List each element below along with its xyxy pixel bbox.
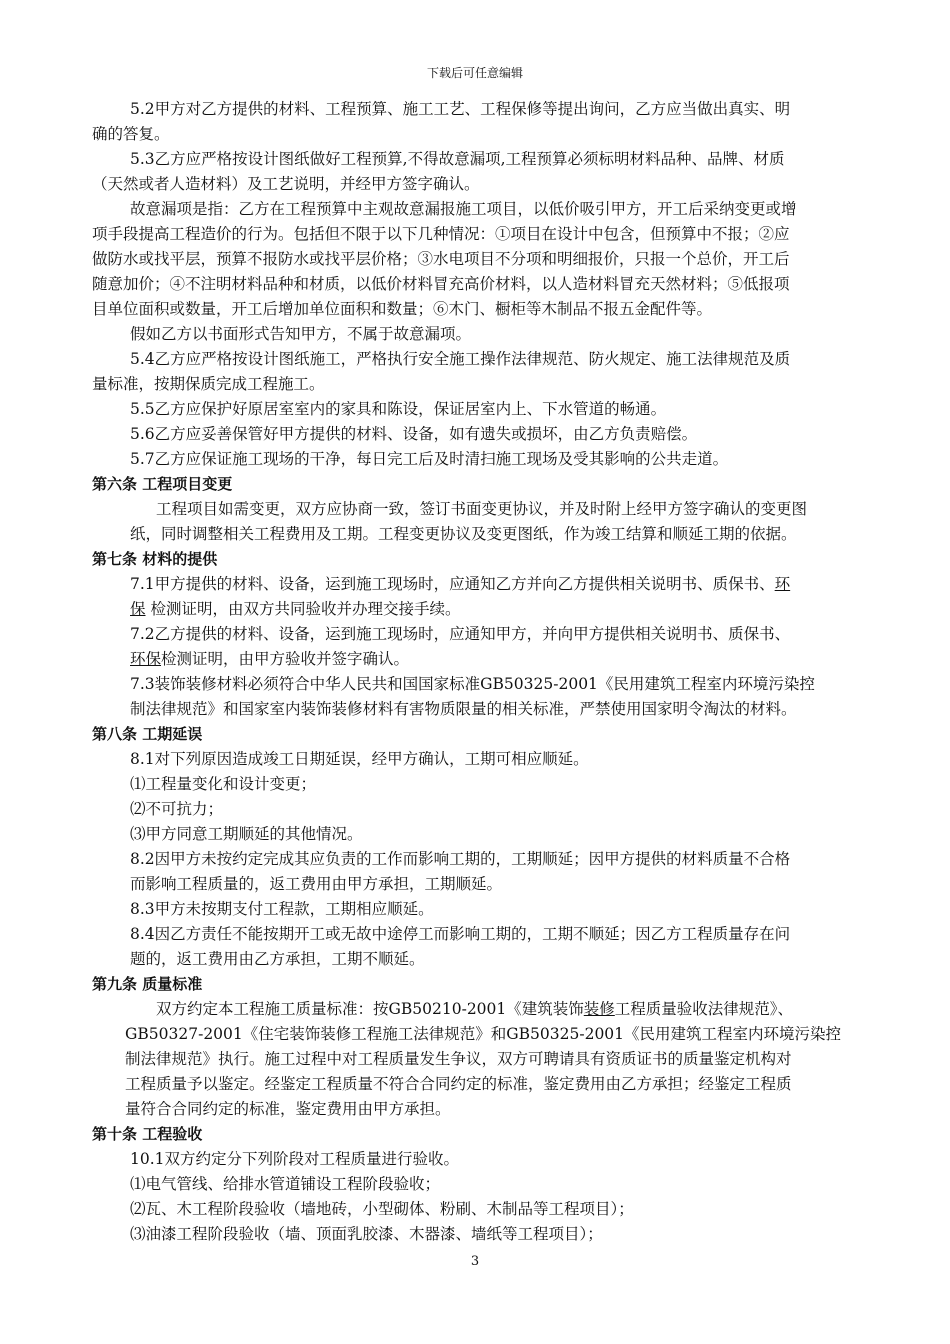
clause-7-3-line-1: 7.3装饰装修材料必须符合中华人民共和国国家标准GB50325-2001《民用建筑工程室内环境污染控	[130, 675, 815, 693]
document-body	[92, 97, 867, 1247]
clause-10-1-item-3: ⑶油漆工程阶段验收（墙、顶面乳胶漆、木器漆、墙纸等工程项目）；	[130, 1225, 603, 1243]
article-10-heading: 第十条 工程验收	[92, 1125, 203, 1143]
article-6-line-1: 工程项目如需变更，双方应协商一致，签订书面变更协议，并及时附上经甲方签字确认的变更图	[156, 500, 808, 518]
article-9-heading: 第九条 质量标准	[92, 975, 203, 993]
clause-7-2-line-1: 7.2乙方提供的材料、设备，运到施工现场时，应通知甲方，并向甲方提供相关说明书、质保书、	[130, 625, 791, 643]
clause-7-1-line-1: 7.1甲方提供的材料、设备，运到施工现场时，应通知乙方并向乙方提供相关说明书、质保书、环	[130, 575, 791, 593]
article-8-heading: 第八条 工期延误	[92, 725, 203, 743]
clause-10-1: 10.1双方约定分下列阶段对工程质量进行验收。	[130, 1150, 460, 1168]
clause-5-2-line-1: 5.2甲方对乙方提供的材料、工程预算、施工工艺、工程保修等提出询问，乙方应当做出真实、明	[130, 100, 791, 118]
article-6-line-2: 纸，同时调整相关工程费用及工期。工程变更协议及变更图纸，作为竣工结算和顺延工期的依据。	[130, 525, 797, 543]
clause-8-4-line-1: 8.4因乙方责任不能按期开工或无故中途停工而影响工期的，工期不顺延；因乙方工程质量存在问	[130, 925, 791, 943]
clause-8-1-item-2: ⑵不可抗力；	[130, 800, 224, 818]
omission-def-line-3: 做防水或找平层，预算不报防水或找平层价格；③水电项目不分项和明细报价，只报一个总价，开工后	[92, 250, 790, 268]
clause-7-2-line-2: 环保检测证明，由甲方验收并签字确认。	[130, 650, 410, 668]
omission-def-line-1: 故意漏项是指：乙方在工程预算中主观故意漏报施工项目，以低价吸引甲方，开工后采纳变更或增	[130, 200, 797, 218]
underlined-text: 环保	[130, 650, 162, 668]
article-9-line-1: 双方约定本工程施工质量标准：按GB50210-2001《建筑装饰装修工程质量验收法律规范》、	[156, 1000, 794, 1018]
article-7-heading: 第七条 材料的提供	[92, 550, 218, 568]
clause-5-4-line-2: 量标准，按期保质完成工程施工。	[92, 375, 325, 393]
clause-10-1-item-1: ⑴电气管线、给排水管道铺设工程阶段验收；	[130, 1175, 441, 1193]
underlined-text: 环	[774, 575, 791, 593]
clause-7-1-line-2: 保 检测证明，由双方共同验收并办理交接手续。	[130, 600, 461, 618]
underlined-text: 保	[130, 600, 146, 618]
clause-7-3-line-2: 制法律规范》和国家室内装饰装修材料有害物质限量的相关标准，严禁使用国家明令淘汰的材料。	[130, 700, 797, 718]
clause-8-3: 8.3甲方未按期支付工程款，工期相应顺延。	[130, 900, 434, 918]
omission-def-line-4: 随意加价；④不注明材料品种和材质，以低价材料冒充高价材料，以人造材料冒充天然材料；⑤低报项	[92, 275, 790, 293]
clause-5-3-line-1: 5.3乙方应严格按设计图纸做好工程预算,不得故意漏项,工程预算必须标明材料品种、品牌、材质	[130, 150, 785, 168]
clause-10-1-item-2: ⑵瓦、木工程阶段验收（墙地砖，小型砌体、粉刷、木制品等工程项目）；	[130, 1200, 634, 1218]
omission-def-line-2: 项手段提高工程造价的行为。包括但不限于以下几种情况：①项目在设计中包含，但预算中不报；②应	[92, 225, 790, 243]
omission-def-line-5: 目单位面积或数量，开工后增加单位面积和数量；⑥木门、橱柜等木制品不报五金配件等。	[92, 300, 713, 318]
article-9-line-2: GB50327-2001《住宅装饰装修工程施工法律规范》和GB50325-2001《民用建筑工程室内环境污染控	[125, 1025, 842, 1043]
article-9-line-3: 制法律规范》执行。施工过程中对工程质量发生争议，双方可聘请具有资质证书的质量鉴定机构对	[125, 1050, 792, 1068]
clause-5-6: 5.6乙方应妥善保管好甲方提供的材料、设备，如有遗失或损坏，由乙方负责赔偿。	[130, 425, 698, 443]
article-9-line-4: 工程质量予以鉴定。经鉴定工程质量不符合合同约定的标准，鉴定费用由乙方承担；经鉴定工程质	[125, 1075, 792, 1093]
clause-8-1-item-3: ⑶甲方同意工期顺延的其他情况。	[130, 825, 363, 843]
underlined-text: 装修	[583, 1000, 615, 1018]
clause-8-1: 8.1对下列原因造成竣工日期延误，经甲方确认，工期可相应顺延。	[130, 750, 589, 768]
clause-5-2-line-2: 确的答复。	[92, 125, 170, 143]
article-9-line-5: 量符合合同约定的标准，鉴定费用由甲方承担。	[125, 1100, 451, 1118]
clause-8-1-item-1: ⑴工程量变化和设计变更；	[130, 775, 317, 793]
clause-5-7: 5.7乙方应保证施工现场的干净，每日完工后及时清扫施工现场及受其影响的公共走道。	[130, 450, 729, 468]
clause-5-3-line-2: （天然或者人造材料）及工艺说明，并经甲方签字确认。	[92, 175, 480, 193]
article-6-heading: 第六条 工程项目变更	[92, 475, 233, 493]
clause-8-2-line-1: 8.2因甲方未按约定完成其应负责的工作而影响工期的，工期顺延；因甲方提供的材料质量不合格	[130, 850, 791, 868]
omission-exception: 假如乙方以书面形式告知甲方，不属于故意漏项。	[130, 325, 472, 343]
clause-5-5: 5.5乙方应保护好原居室室内的家具和陈设，保证居室内上、下水管道的畅通。	[130, 400, 667, 418]
clause-8-4-line-2: 题的，返工费用由乙方承担，工期不顺延。	[130, 950, 425, 968]
clause-5-4-line-1: 5.4乙方应严格按设计图纸施工，严格执行安全施工操作法律规范、防火规定、施工法律规范及质	[130, 350, 791, 368]
clause-8-2-line-2: 而影响工程质量的，返工费用由甲方承担，工期顺延。	[130, 875, 503, 893]
page-header: 下载后可任意编辑	[426, 66, 523, 80]
page-number: 3	[470, 1254, 480, 1269]
